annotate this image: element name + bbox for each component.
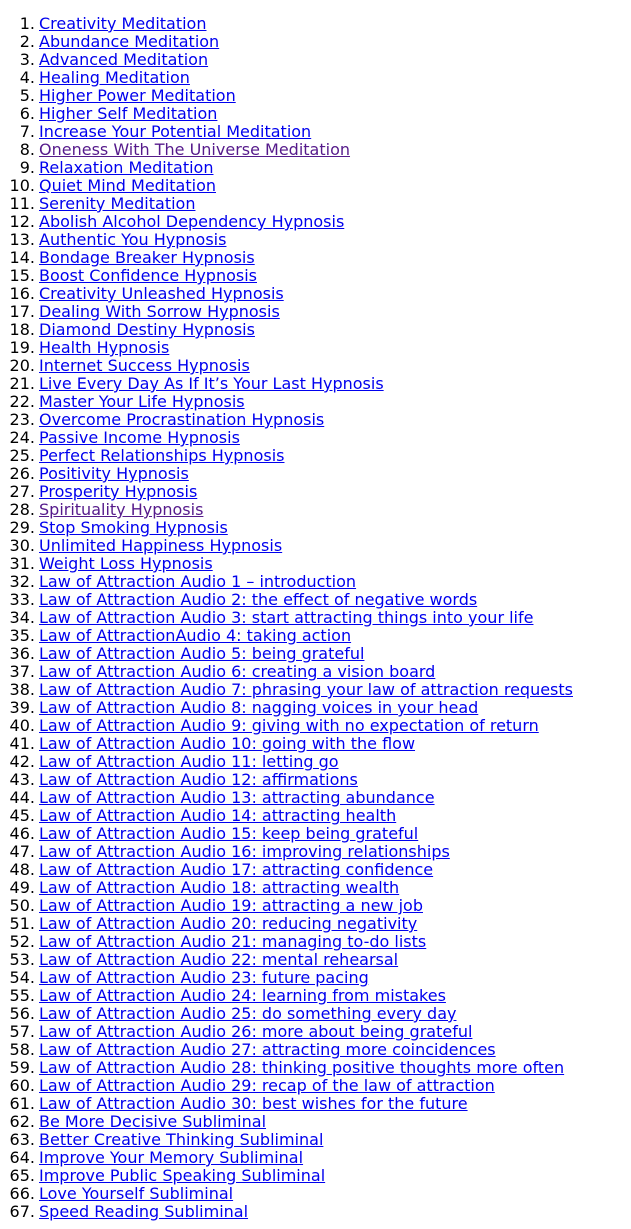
list-item-link[interactable]: Abundance Meditation bbox=[39, 32, 220, 51]
list-item-link[interactable]: Advanced Meditation bbox=[39, 50, 209, 69]
list-item-link[interactable]: Law of Attraction Audio 11: letting go bbox=[39, 752, 339, 771]
list-item-number: 39. bbox=[9, 698, 35, 717]
list-item-link[interactable]: Law of Attraction Audio 21: managing to-do lists bbox=[39, 932, 427, 951]
list-item-link[interactable]: Positivity Hypnosis bbox=[39, 464, 189, 483]
list-item-link[interactable]: Law of Attraction Audio 23: future pacing bbox=[39, 968, 369, 987]
list-item bbox=[0, 375, 631, 393]
list-item-link[interactable]: Master Your Life Hypnosis bbox=[39, 392, 245, 411]
list-item-link[interactable]: Be More Decisive Subliminal bbox=[39, 1112, 267, 1131]
list-item-number: 9. bbox=[19, 158, 35, 177]
list-item-link[interactable]: Law of Attraction Audio 15: keep being grateful bbox=[39, 824, 419, 843]
list-item-link[interactable]: Law of Attraction Audio 8: nagging voices in your head bbox=[39, 698, 479, 717]
list-item-number: 13. bbox=[9, 230, 35, 249]
list-item-number: 67. bbox=[9, 1202, 35, 1221]
list-item-number: 20. bbox=[9, 356, 35, 375]
list-item-number: 3. bbox=[19, 50, 35, 69]
list-item-link[interactable]: Improve Your Memory Subliminal bbox=[39, 1148, 304, 1167]
list-item bbox=[0, 879, 631, 897]
list-item-number: 16. bbox=[9, 284, 35, 303]
list-item-number: 35. bbox=[9, 626, 35, 645]
list-item-number: 60. bbox=[9, 1076, 35, 1095]
list-item-number: 63. bbox=[9, 1130, 35, 1149]
list-item-link[interactable]: Overcome Procrastination Hypnosis bbox=[39, 410, 325, 429]
list-item bbox=[0, 987, 631, 1005]
list-item-number: 58. bbox=[9, 1040, 35, 1059]
list-item bbox=[0, 51, 631, 69]
list-item bbox=[0, 735, 631, 753]
list-item-link[interactable]: Diamond Destiny Hypnosis bbox=[39, 320, 255, 339]
list-item bbox=[0, 1023, 631, 1041]
list-item-link[interactable]: Better Creative Thinking Subliminal bbox=[39, 1130, 324, 1149]
list-item-link[interactable]: Improve Public Speaking Subliminal bbox=[39, 1166, 326, 1185]
list-item-link[interactable]: Law of Attraction Audio 14: attracting health bbox=[39, 806, 397, 825]
list-item bbox=[0, 717, 631, 735]
list-item bbox=[0, 447, 631, 465]
list-item bbox=[0, 807, 631, 825]
list-item-link[interactable]: Bondage Breaker Hypnosis bbox=[39, 248, 255, 267]
list-item-number: 29. bbox=[9, 518, 35, 537]
list-item-number: 28. bbox=[9, 500, 35, 519]
list-item-link[interactable]: Law of Attraction Audio 17: attracting confidence bbox=[39, 860, 434, 879]
list-item-link[interactable]: Prosperity Hypnosis bbox=[39, 482, 198, 501]
list-item-number: 38. bbox=[9, 680, 35, 699]
list-item bbox=[0, 933, 631, 951]
list-item-number: 54. bbox=[9, 968, 35, 987]
list-item bbox=[0, 105, 631, 123]
list-item-number: 41. bbox=[9, 734, 35, 753]
list-item bbox=[0, 465, 631, 483]
list-item bbox=[0, 699, 631, 717]
list-item-link[interactable]: Oneness With The Universe Meditation bbox=[39, 140, 351, 159]
list-item-link[interactable]: Law of Attraction Audio 28: thinking positive thoughts more often bbox=[39, 1058, 565, 1077]
list-item bbox=[0, 573, 631, 591]
list-item-number: 26. bbox=[9, 464, 35, 483]
list-item-number: 44. bbox=[9, 788, 35, 807]
list-item bbox=[0, 357, 631, 375]
list-item bbox=[0, 519, 631, 537]
list-item-number: 40. bbox=[9, 716, 35, 735]
list-item bbox=[0, 1113, 631, 1131]
list-item-link[interactable]: Law of Attraction Audio 27: attracting more coincidences bbox=[39, 1040, 496, 1059]
list-item-number: 49. bbox=[9, 878, 35, 897]
list-item-number: 51. bbox=[9, 914, 35, 933]
list-item bbox=[0, 789, 631, 807]
list-item bbox=[0, 897, 631, 915]
list-item-link[interactable]: Abolish Alcohol Dependency Hypnosis bbox=[39, 212, 345, 231]
list-item bbox=[0, 195, 631, 213]
list-item-number: 2. bbox=[19, 32, 35, 51]
list-item bbox=[0, 339, 631, 357]
list-item-link[interactable]: Quiet Mind Meditation bbox=[39, 176, 216, 195]
list-item-number: 66. bbox=[9, 1184, 35, 1203]
list-item bbox=[0, 1041, 631, 1059]
list-item-link[interactable]: Authentic You Hypnosis bbox=[39, 230, 227, 249]
list-item-number: 11. bbox=[9, 194, 35, 213]
list-item-link[interactable]: Law of Attraction Audio 7: phrasing your law of attraction requests bbox=[39, 680, 573, 699]
list-item bbox=[0, 231, 631, 249]
list-item bbox=[0, 285, 631, 303]
list-item-link[interactable]: Law of AttractionAudio 4: taking action bbox=[39, 626, 352, 645]
list-item-link[interactable]: Law of Attraction Audio 9: giving with no expectation of return bbox=[39, 716, 539, 735]
list-item-link[interactable]: Live Every Day As If It’s Your Last Hypnosis bbox=[39, 374, 384, 393]
list-item-number: 19. bbox=[9, 338, 35, 357]
list-item-number: 10. bbox=[9, 176, 35, 195]
list-item-link[interactable]: Increase Your Potential Meditation bbox=[39, 122, 312, 141]
list-item bbox=[0, 681, 631, 699]
list-item-number: 14. bbox=[9, 248, 35, 267]
list-item-link[interactable]: Law of Attraction Audio 16: improving relationships bbox=[39, 842, 450, 861]
list-item-number: 17. bbox=[9, 302, 35, 321]
list-item bbox=[0, 1149, 631, 1167]
list-item bbox=[0, 303, 631, 321]
list-item bbox=[0, 123, 631, 141]
list-item-link[interactable]: Internet Success Hypnosis bbox=[39, 356, 250, 375]
list-item bbox=[0, 483, 631, 501]
list-item bbox=[0, 555, 631, 573]
list-item-link[interactable]: Boost Confidence Hypnosis bbox=[39, 266, 257, 285]
list-item-link[interactable]: Law of Attraction Audio 19: attracting a new job bbox=[39, 896, 423, 915]
list-item-number: 45. bbox=[9, 806, 35, 825]
list-item bbox=[0, 969, 631, 987]
list-item bbox=[0, 249, 631, 267]
list-item bbox=[0, 843, 631, 861]
list-item bbox=[0, 267, 631, 285]
list-item bbox=[0, 159, 631, 177]
list-item-number: 42. bbox=[9, 752, 35, 771]
list-item-link[interactable]: Law of Attraction Audio 20: reducing negativity bbox=[39, 914, 418, 933]
list-item-link[interactable]: Speed Reading Subliminal bbox=[39, 1202, 249, 1221]
list-item bbox=[0, 501, 631, 519]
list-item-number: 1. bbox=[19, 14, 35, 33]
list-item bbox=[0, 951, 631, 969]
list-item-link[interactable]: Weight Loss Hypnosis bbox=[39, 554, 213, 573]
list-item-number: 18. bbox=[9, 320, 35, 339]
list-item-number: 21. bbox=[9, 374, 35, 393]
list-item bbox=[0, 15, 631, 33]
list-item-link[interactable]: Law of Attraction Audio 12: affirmations bbox=[39, 770, 358, 789]
list-item-link[interactable]: Law of Attraction Audio 6: creating a vision board bbox=[39, 662, 436, 681]
list-item-number: 47. bbox=[9, 842, 35, 861]
list-item bbox=[0, 393, 631, 411]
list-item-link[interactable]: Law of Attraction Audio 24: learning from mistakes bbox=[39, 986, 446, 1005]
list-item-number: 65. bbox=[9, 1166, 35, 1185]
list-item-number: 27. bbox=[9, 482, 35, 501]
list-item bbox=[0, 33, 631, 51]
list-item-number: 62. bbox=[9, 1112, 35, 1131]
list-item-number: 36. bbox=[9, 644, 35, 663]
list-item-number: 25. bbox=[9, 446, 35, 465]
list-item-number: 24. bbox=[9, 428, 35, 447]
list-item-number: 12. bbox=[9, 212, 35, 231]
list-item-number: 56. bbox=[9, 1004, 35, 1023]
list-item-link[interactable]: Serenity Meditation bbox=[39, 194, 196, 213]
list-item-number: 37. bbox=[9, 662, 35, 681]
list-item bbox=[0, 1185, 631, 1203]
list-item-link[interactable]: Law of Attraction Audio 22: mental rehearsal bbox=[39, 950, 399, 969]
list-item bbox=[0, 1077, 631, 1095]
list-item bbox=[0, 537, 631, 555]
list-item bbox=[0, 411, 631, 429]
list-item-link[interactable]: Law of Attraction Audio 26: more about being grateful bbox=[39, 1022, 473, 1041]
list-item-link[interactable]: Higher Power Meditation bbox=[39, 86, 236, 105]
list-item-number: 46. bbox=[9, 824, 35, 843]
list-item-number: 55. bbox=[9, 986, 35, 1005]
list-item-number: 30. bbox=[9, 536, 35, 555]
list-item-link[interactable]: Health Hypnosis bbox=[39, 338, 170, 357]
list-item-link[interactable]: Passive Income Hypnosis bbox=[39, 428, 240, 447]
list-item-number: 23. bbox=[9, 410, 35, 429]
list-item-number: 59. bbox=[9, 1058, 35, 1077]
list-item-number: 32. bbox=[9, 572, 35, 591]
list-item-number: 53. bbox=[9, 950, 35, 969]
list-item-link[interactable]: Law of Attraction Audio 18: attracting wealth bbox=[39, 878, 400, 897]
list-item-number: 57. bbox=[9, 1022, 35, 1041]
list-item-number: 8. bbox=[19, 140, 35, 159]
list-item bbox=[0, 1095, 631, 1113]
list-item bbox=[0, 69, 631, 87]
list-item bbox=[0, 861, 631, 879]
list-item-link[interactable]: Law of Attraction Audio 30: best wishes for the future bbox=[39, 1094, 468, 1113]
list-item-link[interactable]: Higher Self Meditation bbox=[39, 104, 218, 123]
list-item bbox=[0, 915, 631, 933]
list-item-number: 31. bbox=[9, 554, 35, 573]
list-item-link[interactable]: Stop Smoking Hypnosis bbox=[39, 518, 228, 537]
list-item-link[interactable]: Law of Attraction Audio 29: recap of the law of attraction bbox=[39, 1076, 495, 1095]
list-item-link[interactable]: Law of Attraction Audio 2: the effect of negative words bbox=[39, 590, 478, 609]
list-item bbox=[0, 753, 631, 771]
list-item bbox=[0, 591, 631, 609]
list-item bbox=[0, 321, 631, 339]
list-item-number: 43. bbox=[9, 770, 35, 789]
list-item-number: 6. bbox=[19, 104, 35, 123]
list-item-number: 4. bbox=[19, 68, 35, 87]
list-item-number: 61. bbox=[9, 1094, 35, 1113]
list-item bbox=[0, 825, 631, 843]
list-item bbox=[0, 87, 631, 105]
list-item-number: 50. bbox=[9, 896, 35, 915]
list-item-link[interactable]: Unlimited Happiness Hypnosis bbox=[39, 536, 283, 555]
list-item-number: 33. bbox=[9, 590, 35, 609]
list-item bbox=[0, 627, 631, 645]
list-item-link[interactable]: Perfect Relationships Hypnosis bbox=[39, 446, 285, 465]
list-item-link[interactable]: Creativity Unleashed Hypnosis bbox=[39, 284, 284, 303]
list-item-link[interactable]: Law of Attraction Audio 13: attracting abundance bbox=[39, 788, 435, 807]
list-item-link[interactable]: Law of Attraction Audio 25: do something every day bbox=[39, 1004, 457, 1023]
list-item-link[interactable]: Spirituality Hypnosis bbox=[39, 500, 204, 519]
list-item-number: 15. bbox=[9, 266, 35, 285]
list-item-number: 52. bbox=[9, 932, 35, 951]
list-item-link[interactable]: Law of Attraction Audio 5: being grateful bbox=[39, 644, 365, 663]
list-item-link[interactable]: Healing Meditation bbox=[39, 68, 190, 87]
list-item-link[interactable]: Law of Attraction Audio 1 – introduction bbox=[39, 572, 357, 591]
list-item bbox=[0, 213, 631, 231]
list-item bbox=[0, 663, 631, 681]
list-item-link[interactable]: Dealing With Sorrow Hypnosis bbox=[39, 302, 280, 321]
list-item-link[interactable]: Love Yourself Subliminal bbox=[39, 1184, 234, 1203]
list-item-number: 7. bbox=[19, 122, 35, 141]
list-item bbox=[0, 1167, 631, 1185]
list-item bbox=[0, 771, 631, 789]
list-item-number: 5. bbox=[19, 86, 35, 105]
list-item-link[interactable]: Law of Attraction Audio 3: start attracting things into your life bbox=[39, 608, 534, 627]
list-item-number: 64. bbox=[9, 1148, 35, 1167]
list-item bbox=[0, 177, 631, 195]
list-item bbox=[0, 645, 631, 663]
list-item-link[interactable]: Law of Attraction Audio 10: going with the flow bbox=[39, 734, 416, 753]
list-item bbox=[0, 1203, 631, 1221]
list-item-link[interactable]: Relaxation Meditation bbox=[39, 158, 214, 177]
list-item bbox=[0, 141, 631, 159]
list-item-number: 48. bbox=[9, 860, 35, 879]
list-item bbox=[0, 1005, 631, 1023]
list-item-link[interactable]: Creativity Meditation bbox=[39, 14, 207, 33]
list-item bbox=[0, 1131, 631, 1149]
list-item-number: 22. bbox=[9, 392, 35, 411]
list-item bbox=[0, 429, 631, 447]
list-item-number: 34. bbox=[9, 608, 35, 627]
list-item bbox=[0, 609, 631, 627]
list-item bbox=[0, 1059, 631, 1077]
